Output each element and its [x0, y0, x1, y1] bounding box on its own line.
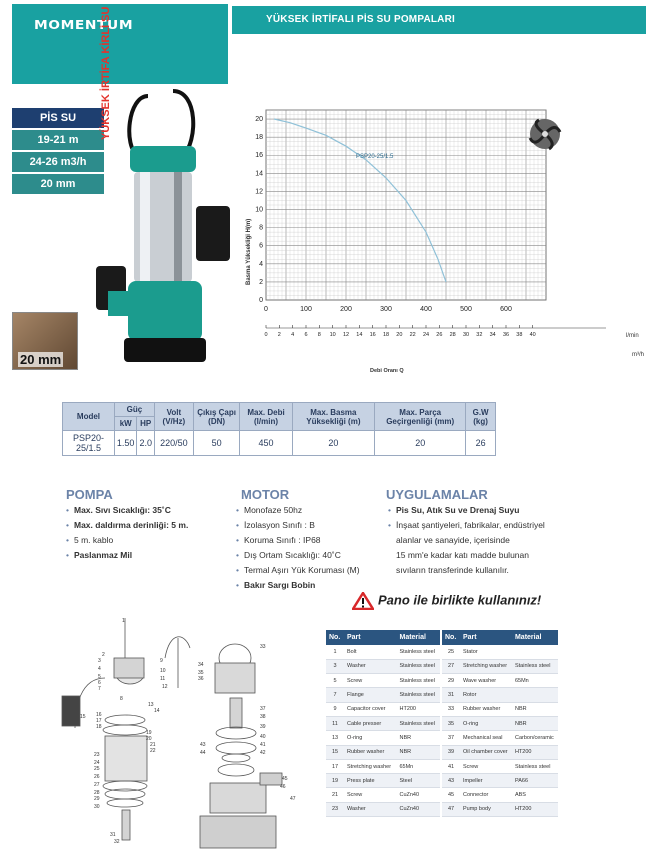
spec-badge-type: PİS SU	[12, 108, 104, 128]
exploded-parts-diagram	[50, 618, 320, 850]
parts-cell-no: 39	[442, 745, 460, 759]
parts-cell-no: 5	[326, 674, 344, 688]
table-row	[326, 659, 440, 673]
y-tick-label: 6	[259, 242, 263, 250]
x2-tick-label: 22	[409, 332, 416, 338]
table-row	[326, 802, 440, 816]
spec-header-volt: Volt (V/Hz)	[154, 403, 193, 431]
list-item: 15 mm'e kadar katı madde bulunan	[396, 550, 529, 560]
parts-cell-no: 45	[442, 788, 460, 802]
y-tick-label: 0	[259, 297, 263, 304]
spec-header-flow: Max. Debi (l/min)	[240, 403, 292, 431]
diagram-callout: 20	[146, 736, 152, 742]
parts-cell-material: HT200	[512, 745, 558, 759]
brand-box	[12, 4, 228, 84]
pompa-heading: POMPA	[66, 487, 113, 502]
parts-cell-material: Stainless steel	[396, 716, 440, 730]
parts-header-no: No.	[442, 630, 460, 645]
table-row	[442, 688, 558, 702]
parts-cell-material: NBR	[396, 731, 440, 745]
chart-x-units-top: l/min	[626, 333, 639, 339]
parts-header-material: Material	[396, 630, 440, 645]
x2-tick-label: 36	[502, 332, 510, 338]
list-item: • 5 m. kablo	[66, 534, 236, 549]
parts-cell-material: Stainless steel	[396, 688, 440, 702]
y-tick-label: 2	[259, 278, 263, 286]
warning-note	[352, 592, 541, 610]
parts-cell-part: Bolt	[344, 645, 396, 659]
x-tick-label: 400	[420, 306, 432, 313]
parts-cell-part: Oil chamber cover	[460, 745, 512, 759]
spec-header-kw: kW	[114, 417, 137, 431]
series-label: PSP20-25/1.5	[356, 153, 394, 160]
x2-tick-label: 18	[382, 332, 390, 338]
parts-cell-no: 9	[326, 702, 344, 716]
parts-cell-part: Washer	[344, 659, 396, 673]
spec-table	[62, 402, 496, 456]
parts-cell-no: 23	[326, 802, 344, 816]
table-row	[442, 716, 558, 730]
parts-cell-no: 21	[326, 788, 344, 802]
diagram-callout: 38	[260, 714, 266, 720]
diagram-callout: 32	[114, 839, 120, 845]
diagram-callout: 17	[96, 718, 102, 724]
table-row	[442, 759, 558, 773]
spec-table-row	[63, 431, 496, 456]
spec-badge-head: 19-21 m	[12, 130, 104, 150]
x2-tick-label: 4	[291, 332, 295, 338]
parts-cell-no: 35	[442, 716, 460, 730]
diagram-callout: 3	[98, 658, 101, 664]
x2-tick-label: 10	[329, 332, 336, 338]
chart-xlabel: Debi Oranı Q	[370, 368, 404, 374]
parts-cell-material: HT200	[512, 802, 558, 816]
parts-cell-no: 33	[442, 702, 460, 716]
diagram-callout: 19	[146, 730, 152, 736]
diagram-callout: 29	[94, 796, 100, 802]
x2-tick-label: 26	[436, 332, 443, 338]
x2-tick-label: 0	[264, 332, 268, 338]
diagram-callout: 9	[160, 658, 163, 664]
list-item: • Koruma Sınıfı : IP68	[236, 534, 386, 549]
x2-tick-label: 38	[516, 332, 523, 338]
parts-cell-material: CuZn40	[396, 802, 440, 816]
diagram-callout: 27	[94, 782, 100, 788]
parts-cell-material: 65Mn	[512, 674, 558, 688]
parts-cell-part: Screw	[344, 674, 396, 688]
parts-cell-no: 3	[326, 659, 344, 673]
diagram-callout: 8	[120, 696, 123, 702]
table-row	[442, 702, 558, 716]
table-row	[326, 774, 440, 788]
parts-cell-material: Stainless steel	[396, 674, 440, 688]
y-tick-label: 16	[255, 152, 263, 160]
parts-cell-material: ABS	[512, 788, 558, 802]
table-row	[442, 788, 558, 802]
parts-cell-part: Pump body	[460, 802, 512, 816]
parts-table-right	[442, 630, 558, 817]
parts-cell-material	[512, 688, 558, 702]
spec-header-head: Max. Basma Yüksekliği (m)	[292, 403, 375, 431]
table-row	[326, 645, 440, 659]
y-tick-label: 8	[259, 224, 263, 232]
diagram-callout: 30	[94, 804, 100, 810]
motor-list	[236, 504, 386, 594]
x2-tick-label: 16	[369, 332, 376, 338]
diagram-callout: 47	[290, 796, 296, 802]
list-item: alanlar ve sanayide, içerisinde	[396, 535, 510, 545]
diagram-callout: 34	[198, 662, 204, 668]
diagram-callout: 18	[96, 724, 102, 730]
spec-cell-weight: 26	[466, 431, 496, 456]
diagram-callout: 13	[148, 702, 154, 708]
table-row	[326, 716, 440, 730]
parts-cell-part: Cable presser	[344, 716, 396, 730]
parts-cell-part: Stator	[460, 645, 512, 659]
parts-cell-no: 29	[442, 674, 460, 688]
warning-text: Pano ile birlikte kullanınız!	[378, 592, 542, 608]
diagram-callout: 25	[94, 766, 100, 772]
spec-header-particle: Max. Parça Geçirgenliği (mm)	[375, 403, 466, 431]
parts-cell-part: Press plate	[344, 774, 396, 788]
diagram-callout: 46	[280, 784, 286, 790]
list-item: • Max. Sıvı Sıcaklığı: 35˚C	[66, 504, 236, 519]
parts-cell-part: O-ring	[344, 731, 396, 745]
parts-cell-no: 19	[326, 774, 344, 788]
table-row	[442, 645, 558, 659]
spec-badge-flow: 24-26 m3/h	[12, 152, 104, 172]
spec-cell-outlet: 50	[193, 431, 240, 456]
parts-cell-part: Stretching washer	[344, 759, 396, 773]
parts-header-material: Material	[512, 630, 558, 645]
table-row	[442, 774, 558, 788]
x2-tick-label: 20	[396, 332, 403, 338]
y-tick-label: 4	[259, 260, 263, 268]
x-tick-label: 0	[264, 306, 268, 313]
diagram-callout: 21	[150, 742, 156, 748]
x2-tick-label: 40	[529, 332, 536, 338]
diagram-callout: 31	[110, 832, 116, 838]
list-item: sıvıların transferinde kullanılır.	[396, 565, 509, 575]
list-item: • Dış Ortam Sıcaklığı: 40˚C	[236, 549, 386, 564]
x2-tick-label: 8	[317, 332, 321, 338]
parts-cell-no: 41	[442, 759, 460, 773]
vertical-product-label: YÜKSEK İRTİFA KİRLİ SU	[100, 6, 112, 140]
spec-header-model: Model	[63, 403, 115, 431]
parts-cell-material: Stainless steel	[396, 659, 440, 673]
table-row	[442, 674, 558, 688]
diagram-callout: 22	[150, 748, 156, 754]
table-row	[442, 745, 558, 759]
brand-logo: MOMENTUM	[34, 18, 134, 32]
spec-cell-flow: 450	[240, 431, 292, 456]
x2-tick-label: 12	[342, 332, 350, 338]
parts-cell-material: CuZn40	[396, 788, 440, 802]
parts-cell-part: Washer	[344, 802, 396, 816]
chart-x-units-bottom: m³/h	[632, 352, 644, 358]
diagram-callout: 6	[98, 680, 101, 686]
diagram-callout: 35	[198, 670, 204, 676]
parts-cell-no: 7	[326, 688, 344, 702]
parts-cell-part: Wave washer	[460, 674, 512, 688]
parts-cell-material: NBR	[512, 702, 558, 716]
spec-cell-particle: 20	[375, 431, 466, 456]
diagram-callout: 44	[200, 750, 206, 756]
parts-header-no: No.	[326, 630, 344, 645]
parts-table-left	[326, 630, 440, 817]
diagram-callout: 40	[260, 734, 266, 740]
parts-cell-no: 43	[442, 774, 460, 788]
diagram-callout: 5	[98, 674, 101, 680]
list-item: • Pis Su, Atık Su ve Drenaj Suyu	[388, 504, 588, 519]
parts-cell-part: Screw	[344, 788, 396, 802]
parts-header-part: Part	[460, 630, 512, 645]
uygulamalar-list	[388, 504, 588, 579]
parts-cell-part: Connector	[460, 788, 512, 802]
parts-cell-material: Steel	[396, 774, 440, 788]
parts-cell-material: 65Mn	[396, 759, 440, 773]
diagram-callout: 41	[260, 742, 266, 748]
diagram-callout: 4	[98, 666, 101, 672]
parts-cell-no: 25	[442, 645, 460, 659]
parts-header-part: Part	[344, 630, 396, 645]
parts-cell-material: Stainless steel	[396, 645, 440, 659]
x2-tick-label: 2	[277, 332, 281, 338]
diagram-callout: 36	[198, 676, 204, 682]
y-tick-label: 12	[255, 188, 263, 196]
diagram-callout: 2	[102, 652, 105, 658]
diagram-callout: 28	[94, 790, 100, 796]
table-row	[442, 731, 558, 745]
spec-header-power: Güç	[114, 403, 154, 417]
list-item: • İzolasyon Sınıfı : B	[236, 519, 386, 534]
x2-tick-label: 34	[489, 332, 496, 338]
parts-cell-no: 17	[326, 759, 344, 773]
diagram-callout: 42	[260, 750, 266, 756]
parts-cell-part: Stretching washer	[460, 659, 512, 673]
diagram-callout: 16	[96, 712, 102, 718]
chart-grid	[266, 110, 546, 300]
parts-cell-no: 11	[326, 716, 344, 730]
y-tick-label: 20	[255, 116, 263, 124]
parts-cell-material: Stainless steel	[512, 659, 558, 673]
parts-cell-part: Mechanical seal	[460, 731, 512, 745]
diagram-callout: 11	[160, 676, 166, 682]
parts-cell-no: 47	[442, 802, 460, 816]
spec-badge-particle: 20 mm	[12, 174, 104, 194]
diagram-callout: 15	[80, 714, 86, 720]
x2-tick-label: 24	[422, 332, 430, 338]
x-tick-label: 100	[300, 306, 312, 313]
diagram-callout: 23	[94, 752, 100, 758]
y-tick-label: 10	[255, 206, 263, 214]
parts-cell-material: PA66	[512, 774, 558, 788]
parts-cell-part: Rubber washer	[460, 702, 512, 716]
diagram-callout: 14	[154, 708, 160, 714]
list-item: • Max. daldırma derinliği: 5 m.	[66, 519, 236, 534]
particle-thumbnail-label: 20 mm	[20, 352, 62, 367]
diagram-callout: 43	[200, 742, 206, 748]
parts-cell-material: NBR	[396, 745, 440, 759]
x-tick-label: 200	[340, 306, 352, 313]
diagram-callout: 7	[98, 686, 101, 692]
parts-cell-material: HT200	[396, 702, 440, 716]
diagram-callout: 10	[160, 668, 166, 674]
diagram-callout: 24	[94, 760, 100, 766]
table-row	[326, 788, 440, 802]
warning-icon	[352, 592, 374, 610]
performance-chart	[240, 90, 646, 380]
parts-cell-part: Capacitor cover	[344, 702, 396, 716]
diagram-callout: 33	[260, 644, 266, 650]
x-tick-label: 600	[500, 306, 512, 313]
list-item: • İnşaat şantiyeleri, fabrikalar, endüstriyel	[388, 519, 588, 534]
parts-cell-material: Carbon/ceramic	[512, 731, 558, 745]
diagram-callout: 45	[282, 776, 288, 782]
spec-cell-kw: 1.50	[114, 431, 137, 456]
x2-tick-label: 14	[356, 332, 363, 338]
table-row	[442, 802, 558, 816]
parts-cell-material: NBR	[512, 716, 558, 730]
spec-cell-head: 20	[292, 431, 375, 456]
table-row	[326, 674, 440, 688]
parts-cell-part: O-ring	[460, 716, 512, 730]
x2-tick-label: 32	[476, 332, 483, 338]
x2-tick-label: 6	[304, 332, 308, 338]
parts-cell-part: Flange	[344, 688, 396, 702]
diagram-callout: 12	[162, 684, 168, 690]
title-bar	[232, 6, 646, 34]
x-tick-label: 500	[460, 306, 472, 313]
spec-cell-model: PSP20-25/1.5	[63, 431, 115, 456]
list-item: • Paslanmaz Mil	[66, 549, 236, 564]
diagram-callout: 37	[260, 706, 266, 712]
motor-heading: MOTOR	[241, 487, 290, 502]
table-row	[326, 688, 440, 702]
parts-cell-no: 1	[326, 645, 344, 659]
list-item: • Termal Aşırı Yük Koruması (M)	[236, 564, 386, 579]
parts-cell-no: 15	[326, 745, 344, 759]
list-item: • Monofaze 50hz	[236, 504, 386, 519]
diagram-callout: 39	[260, 724, 266, 730]
pompa-list	[66, 504, 236, 564]
diagram-callout: 1	[122, 618, 125, 624]
parts-cell-part: Impeller	[460, 774, 512, 788]
impeller-icon	[530, 119, 560, 149]
parts-cell-no: 27	[442, 659, 460, 673]
page-title: YÜKSEK İRTİFALI PİS SU POMPALARI	[266, 14, 456, 25]
table-row	[326, 731, 440, 745]
parts-cell-no: 13	[326, 731, 344, 745]
spec-header-weight: G.W (kg)	[466, 403, 496, 431]
table-row	[326, 759, 440, 773]
spec-cell-volt: 220/50	[154, 431, 193, 456]
parts-cell-part: Rubber washer	[344, 745, 396, 759]
parts-cell-part: Screw	[460, 759, 512, 773]
spec-header-outlet: Çıkış Çapı (DN)	[193, 403, 240, 431]
spec-header-hp: HP	[137, 417, 155, 431]
list-item: • Bakır Sargı Bobin	[236, 579, 386, 594]
parts-cell-material	[512, 645, 558, 659]
x-tick-label: 300	[380, 306, 392, 313]
uygulamalar-heading: UYGULAMALAR	[386, 487, 488, 502]
spec-cell-hp: 2.0	[137, 431, 155, 456]
parts-cell-no: 31	[442, 688, 460, 702]
parts-cell-no: 37	[442, 731, 460, 745]
table-row	[326, 702, 440, 716]
x2-tick-label: 30	[462, 332, 470, 338]
x2-tick-label: 28	[449, 332, 456, 338]
chart-ylabel: Basma Yüksekliği H(m)	[246, 218, 252, 285]
y-tick-label: 18	[255, 134, 263, 142]
parts-cell-part: Rotor	[460, 688, 512, 702]
table-row	[326, 745, 440, 759]
diagram-callout: 26	[94, 774, 100, 780]
parts-cell-material: Stainless steel	[512, 759, 558, 773]
table-row	[442, 659, 558, 673]
y-tick-label: 14	[255, 170, 263, 178]
